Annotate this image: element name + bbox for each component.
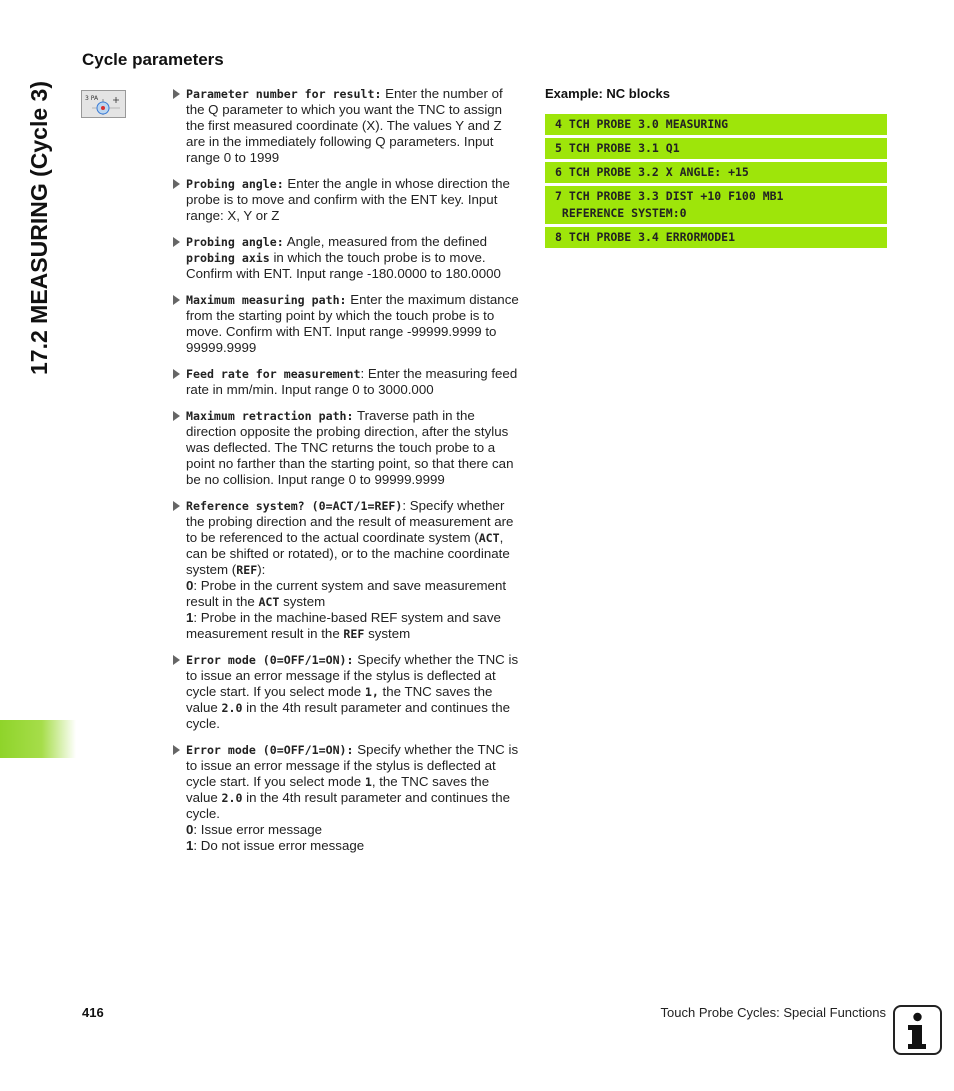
chapter-side-title: 17.2 MEASURING (Cycle 3)	[26, 81, 52, 375]
parameter-label: Error mode (0=OFF/1=ON):	[186, 653, 354, 667]
footer-title: Touch Probe Cycles: Special Functions	[660, 1005, 886, 1020]
parameter-label: Maximum retraction path:	[186, 409, 354, 423]
example-title: Example: NC blocks	[545, 86, 670, 101]
nc-block: 7 TCH PROBE 3.3 DIST +10 F100 MB1 REFERENCE SYSTEM:0	[545, 186, 887, 224]
parameter-label: Parameter number for result:	[186, 87, 382, 101]
bullet-arrow-icon	[173, 295, 180, 305]
parameter-text: , can be shifted or rotated), or to the machine coordinate system (	[186, 530, 510, 577]
inline-code: REF	[343, 627, 365, 641]
parameter-text: : Probe in the current system and save measurement result in the	[186, 578, 507, 609]
parameter-text: : Issue error message	[193, 822, 322, 837]
parameter-text: 0	[186, 578, 194, 593]
parameter-text: system	[364, 626, 411, 641]
parameter-item	[172, 408, 524, 488]
parameter-label: Probing angle:	[186, 177, 284, 191]
parameter-text: 1	[186, 838, 194, 853]
parameter-text: : Enter the measuring feed rate in mm/min. Input range 0 to 3000.000	[186, 366, 518, 397]
nc-block: 8 TCH PROBE 3.4 ERRORMODE1	[545, 227, 887, 248]
parameter-item	[172, 292, 524, 356]
parameter-text: ):	[257, 562, 266, 577]
parameter-label: Error mode (0=OFF/1=ON):	[186, 743, 354, 757]
inline-code: 1	[364, 775, 372, 789]
nc-block-list	[545, 114, 887, 251]
bullet-arrow-icon	[173, 655, 180, 665]
parameter-item	[172, 498, 524, 642]
parameter-text: : Do not issue error message	[193, 838, 365, 853]
parameter-label: Probing angle:	[186, 235, 284, 249]
parameter-label: Feed rate for measurement	[186, 367, 361, 381]
info-icon	[893, 1005, 942, 1055]
parameter-text: in the 4th result parameter and continues the cycle.	[186, 700, 511, 731]
parameter-text: 0	[186, 822, 194, 837]
inline-code: 1,	[364, 685, 379, 699]
bullet-arrow-icon	[173, 411, 180, 421]
parameter-label: Reference system? (0=ACT/1=REF)	[186, 499, 403, 513]
bullet-arrow-icon	[173, 237, 180, 247]
inline-code: 2.0	[221, 791, 243, 805]
inline-code: probing axis	[186, 251, 270, 265]
section-title: Cycle parameters	[82, 50, 224, 69]
nc-block: 5 TCH PROBE 3.1 Q1	[545, 138, 887, 159]
page-number: 416	[82, 1005, 104, 1020]
parameter-item	[172, 742, 524, 854]
parameter-text: in which the touch probe is to move. Confirm with ENT. Input range -180.0000 to 180.0000	[186, 250, 501, 281]
cycle-3-measuring-icon	[81, 90, 126, 118]
cycle-icon-label: 3 PA	[85, 95, 99, 102]
parameter-item	[172, 176, 524, 224]
inline-code: ACT	[478, 531, 500, 545]
parameter-text: in the 4th result parameter and continues the cycle.	[186, 790, 511, 821]
parameter-list	[172, 86, 524, 864]
parameter-text: Enter the maximum distance from the starting point by which the touch probe is to move. Confirm with ENT. Input range -99999.9999 to 99999.9999	[186, 292, 519, 355]
parameter-text: system	[279, 594, 326, 609]
bullet-arrow-icon	[173, 501, 180, 511]
parameter-text: , the TNC saves the value	[186, 774, 490, 805]
side-title-region	[0, 0, 80, 390]
bullet-arrow-icon	[173, 745, 180, 755]
parameter-text: 1	[186, 610, 194, 625]
parameter-text: : Probe in the machine-based REF system and save measurement result in the	[186, 610, 501, 641]
parameter-text: Specify whether the TNC is to issue an error message if the stylus is deflected at cycle start. If you select mode	[186, 742, 519, 789]
inline-code: ACT	[258, 595, 280, 609]
inline-code: REF	[236, 563, 258, 577]
chapter-tab-marker	[0, 720, 76, 758]
parameter-text: Angle, measured from the defined	[283, 234, 488, 249]
parameter-text: Specify whether the TNC is to issue an error message if the stylus is deflected at cycle start. If you select mode	[186, 652, 519, 699]
parameter-text: : Specify whether the probing direction and the result of measurement are to be referenced to the actual coordinate system (	[186, 498, 514, 545]
parameter-text: Enter the angle in whose direction the probe is to move and confirm with the ENT key. Input range: X, Y or Z	[186, 176, 510, 223]
parameter-item	[172, 86, 524, 166]
bullet-arrow-icon	[173, 369, 180, 379]
parameter-item	[172, 652, 524, 732]
cycle-icon-graphic	[82, 91, 125, 117]
nc-block: 4 TCH PROBE 3.0 MEASURING	[545, 114, 887, 135]
inline-code: 2.0	[221, 701, 243, 715]
bullet-arrow-icon	[173, 179, 180, 189]
parameter-text: the TNC saves the value	[186, 684, 493, 715]
parameter-text: Traverse path in the direction opposite the probing direction, after the stylus was deflected. The TNC returns the touch probe to a point no farther than the starting point, so that there can be no collision. Input range 0 to 99999.9999	[186, 408, 514, 487]
bullet-arrow-icon	[173, 89, 180, 99]
nc-block: 6 TCH PROBE 3.2 X ANGLE: +15	[545, 162, 887, 183]
parameter-text: Enter the number of the Q parameter to which you want the TNC to assign the first measured coordinate (X). The values Y and Z are in the immediately following Q parameters. Input range 0 to 1999	[186, 86, 503, 165]
parameter-label: Maximum measuring path:	[186, 293, 347, 307]
parameter-item	[172, 234, 524, 282]
parameter-item	[172, 366, 524, 398]
